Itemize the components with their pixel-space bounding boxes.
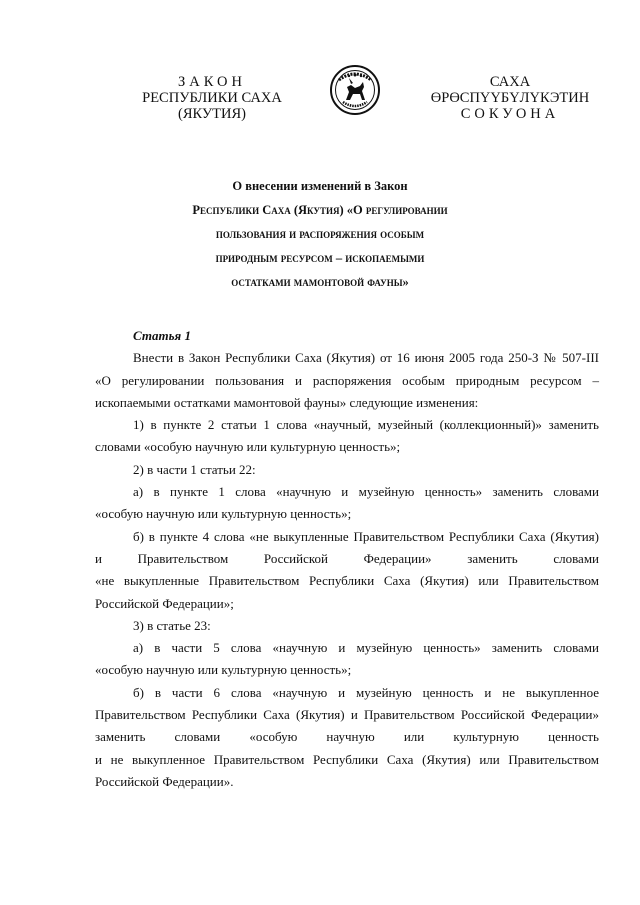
- item-2b-line: «не выкупленные Правительством Республики Саха (Якутия) или Правительством: [95, 573, 599, 589]
- item-2b-line: и Правительством Российской Федерации» заменить словами: [95, 550, 599, 566]
- header-right: [410, 74, 610, 122]
- item-1-line: словами «особую научную или культурную ценность»;: [95, 439, 401, 455]
- item-2a-line: «особую научную или культурную ценность»;: [95, 506, 352, 522]
- header-right-republic: САХА ӨРӨСПҮҮБҮЛҮКЭТИН: [430, 74, 590, 106]
- title-line-5: остатками мамонтовой фауны»: [231, 275, 409, 289]
- paragraph-line: Внести в Закон Республики Саха (Якутия) от 16 июня 2005 года 250-З № 507-III: [133, 350, 599, 366]
- title-line-4: природным ресурсом – ископаемыми: [215, 251, 425, 265]
- coat-of-arms-emblem: [329, 64, 381, 116]
- header-left-law: ЗАКОН: [178, 74, 246, 90]
- item-2a-line: а) в пункте 1 слова «научную и музейную ценность» заменить словами: [133, 484, 599, 500]
- header-right-law: СОКУОНА: [460, 106, 560, 122]
- item-3b-line: заменить словами «особую научную или культурную ценность: [95, 729, 599, 745]
- item-3: 3) в статье 23:: [133, 617, 211, 633]
- item-2b-line: Российской Федерации»;: [95, 595, 234, 611]
- item-2: 2) в части 1 статьи 22:: [133, 461, 256, 477]
- document-title: [150, 174, 490, 294]
- paragraph-line: «О регулировании пользования и распоряжения особым природным ресурсом –: [95, 372, 599, 388]
- item-3a-line: «особую научную или культурную ценность»;: [95, 662, 352, 678]
- item-3b-line: Российской Федерации».: [95, 773, 234, 789]
- paragraph-line: ископаемыми остатками мамонтовой фауны» следующие изменения:: [95, 394, 479, 410]
- header-left: [112, 74, 312, 122]
- title-line-1: О внесении изменений в Закон: [232, 179, 408, 193]
- item-3b-line: и не выкупленное Правительством Республики Саха (Якутия) или Правительством: [95, 751, 599, 767]
- item-3b-line: б) в части 6 слова «научную и музейную ценность и не выкупленное: [133, 684, 599, 700]
- title-line-2: Республики Саха (Якутия) «О регулировании: [192, 203, 448, 217]
- title-line-3: пользования и распоряжения особым: [215, 227, 425, 241]
- item-1-line: 1) в пункте 2 статьи 1 слова «научный, музейный (коллекционный)» заменить: [133, 417, 599, 433]
- item-3a-line: а) в части 5 слова «научную и музейную ценность» заменить словами: [133, 640, 599, 656]
- article-heading: Статья 1: [133, 328, 191, 343]
- item-2b-line: б) в пункте 4 слова «не выкупленные Правительством Республики Саха (Якутия): [133, 528, 599, 544]
- header-left-republic: РЕСПУБЛИКИ САХА (ЯКУТИЯ): [142, 90, 282, 122]
- document-body: [95, 325, 599, 793]
- item-3b-line: Правительством Республики Саха (Якутия) и Правительством Российской Федерации»: [95, 707, 599, 723]
